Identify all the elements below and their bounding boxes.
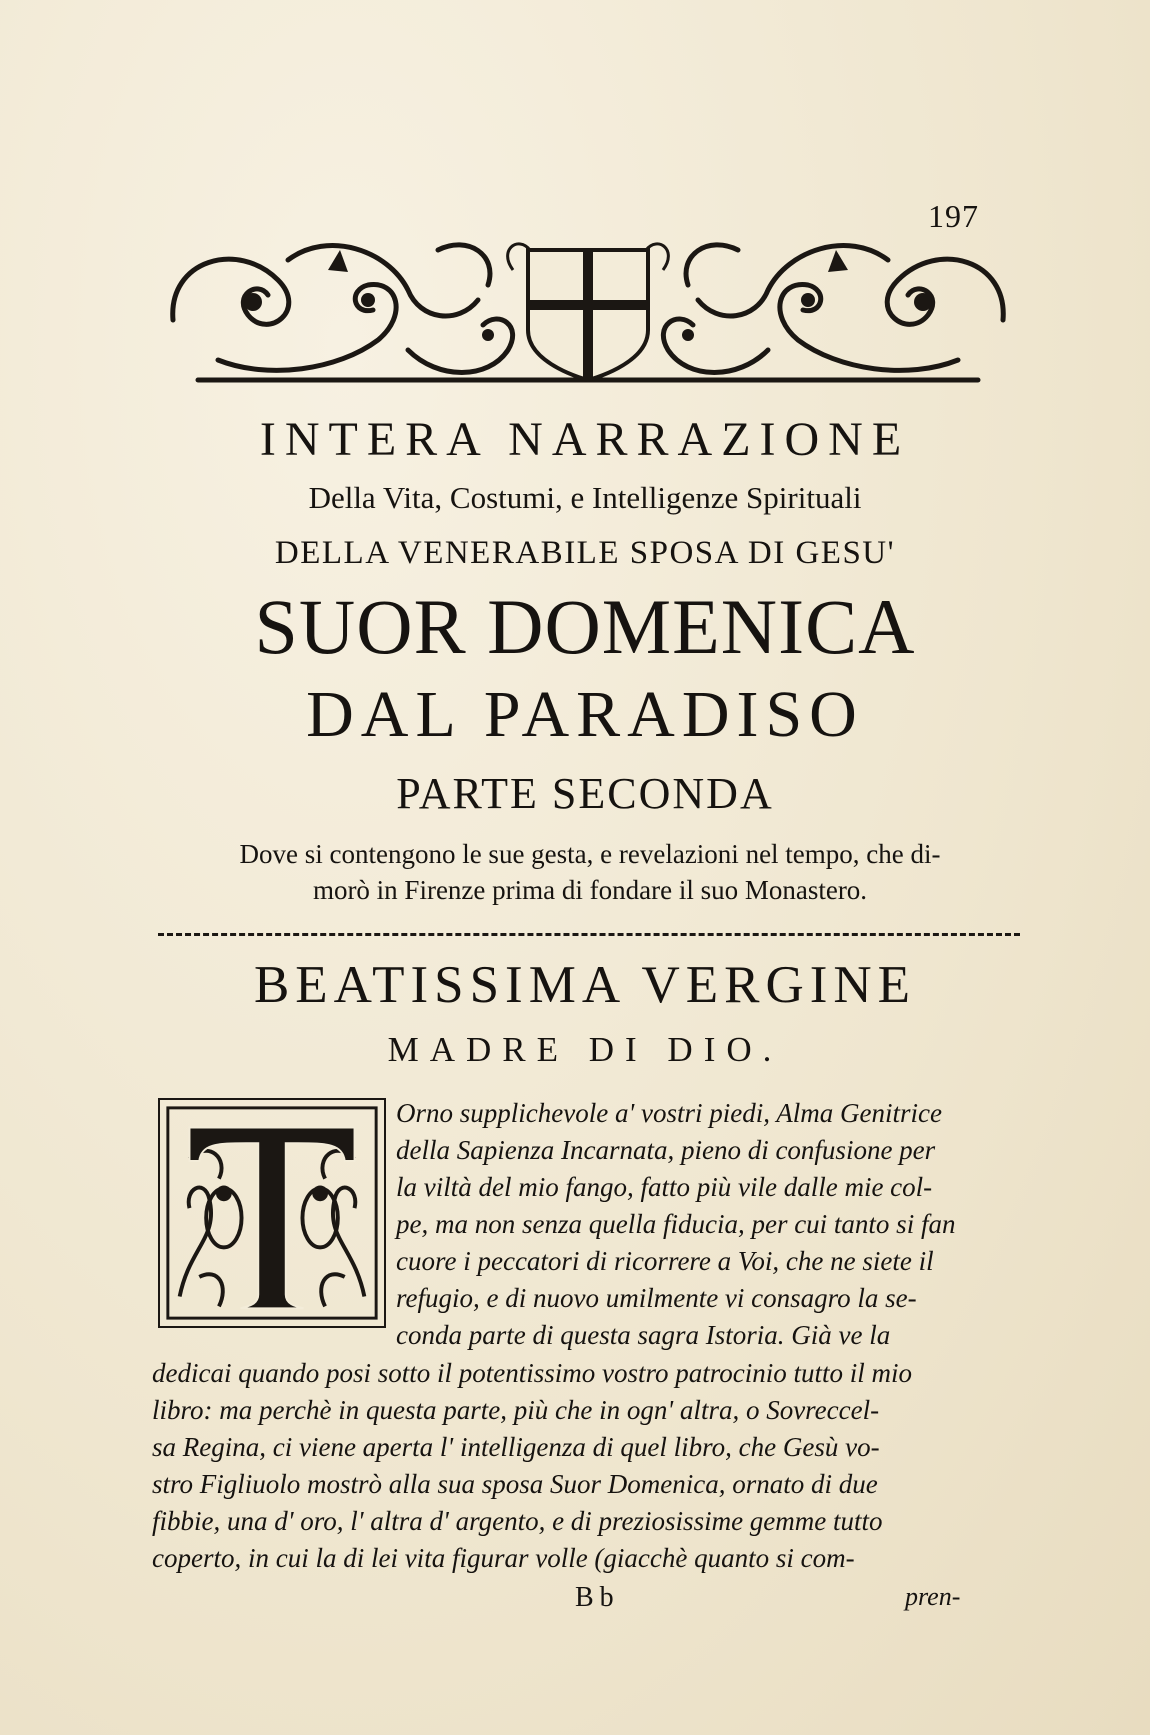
body-text-line: coperto, in cui la di lei vita figurar volle (giacchè quanto si com- — [152, 1543, 855, 1573]
printer-signature-mark: Bb — [575, 1582, 620, 1613]
title-description-line: morò in Firenze prima di fondare il suo Monastero. — [312, 875, 868, 905]
catchword: pren- — [905, 1582, 961, 1611]
body-text-line: sa Regina, ci viene aperta l' intelligenza di quel libro, che Gesù vo- — [152, 1432, 880, 1462]
body-text-line: refugio, e di nuovo umilmente vi consagro la se- — [396, 1283, 917, 1313]
title-name: SUOR DOMENICA — [254, 583, 916, 670]
body-text-line: la viltà del mio fango, fatto più vile dalle mie col- — [396, 1172, 933, 1202]
title-description — [150, 836, 1030, 908]
title-description-line: Dove si contengono le sue gesta, e revelazioni nel tempo, che di- — [239, 839, 941, 869]
body-text-line: pe, ma non senza quella fiducia, per cui tanto si fan — [396, 1209, 956, 1239]
subtitle: Della Vita, Costumi, e Intelligenze Spirituali — [308, 480, 862, 515]
body-text-line: cuore i peccatori di ricorrere a Voi, che ne siete il — [396, 1246, 934, 1276]
drop-cap-initial-icon — [158, 1098, 386, 1328]
dedication-subheading: MADRE DI DIO. — [387, 1030, 783, 1069]
dashed-divider — [158, 933, 1020, 936]
part-title: PARTE SECONDA — [396, 769, 774, 818]
main-title: INTERA NARRAZIONE — [259, 413, 911, 466]
title-line-venerable: DELLA VENERABILE SPOSA DI GESU' — [274, 535, 896, 571]
body-text-line: stro Figliuolo mostrò alla sua sposa Suor Domenica, ornato di due — [152, 1469, 878, 1499]
ornamental-headpiece-icon — [158, 230, 1018, 395]
body-text-line: Orno supplichevole a' vostri piedi, Alma Genitrice — [396, 1098, 942, 1128]
page-number: 197 — [928, 198, 979, 234]
body-text-line: libro: ma perchè in questa parte, più che in ogn' altra, o Sovreccel- — [152, 1395, 880, 1425]
body-text-line: dedicai quando posi sotto il potentissimo vostro patrocinio tutto il mio — [152, 1358, 912, 1388]
dedication-heading: BEATISSIMA VERGINE — [253, 956, 917, 1014]
body-text-line: della Sapienza Incarnata, pieno di confusione per — [396, 1135, 936, 1165]
body-text-line: conda parte di questa sagra Istoria. Già ve la — [396, 1320, 891, 1350]
body-text-line: fibbie, una d' oro, l' altra d' argento, e di preziosissime gemme tutto — [152, 1506, 883, 1536]
title-name-continued: DAL PARADISO — [306, 678, 864, 751]
